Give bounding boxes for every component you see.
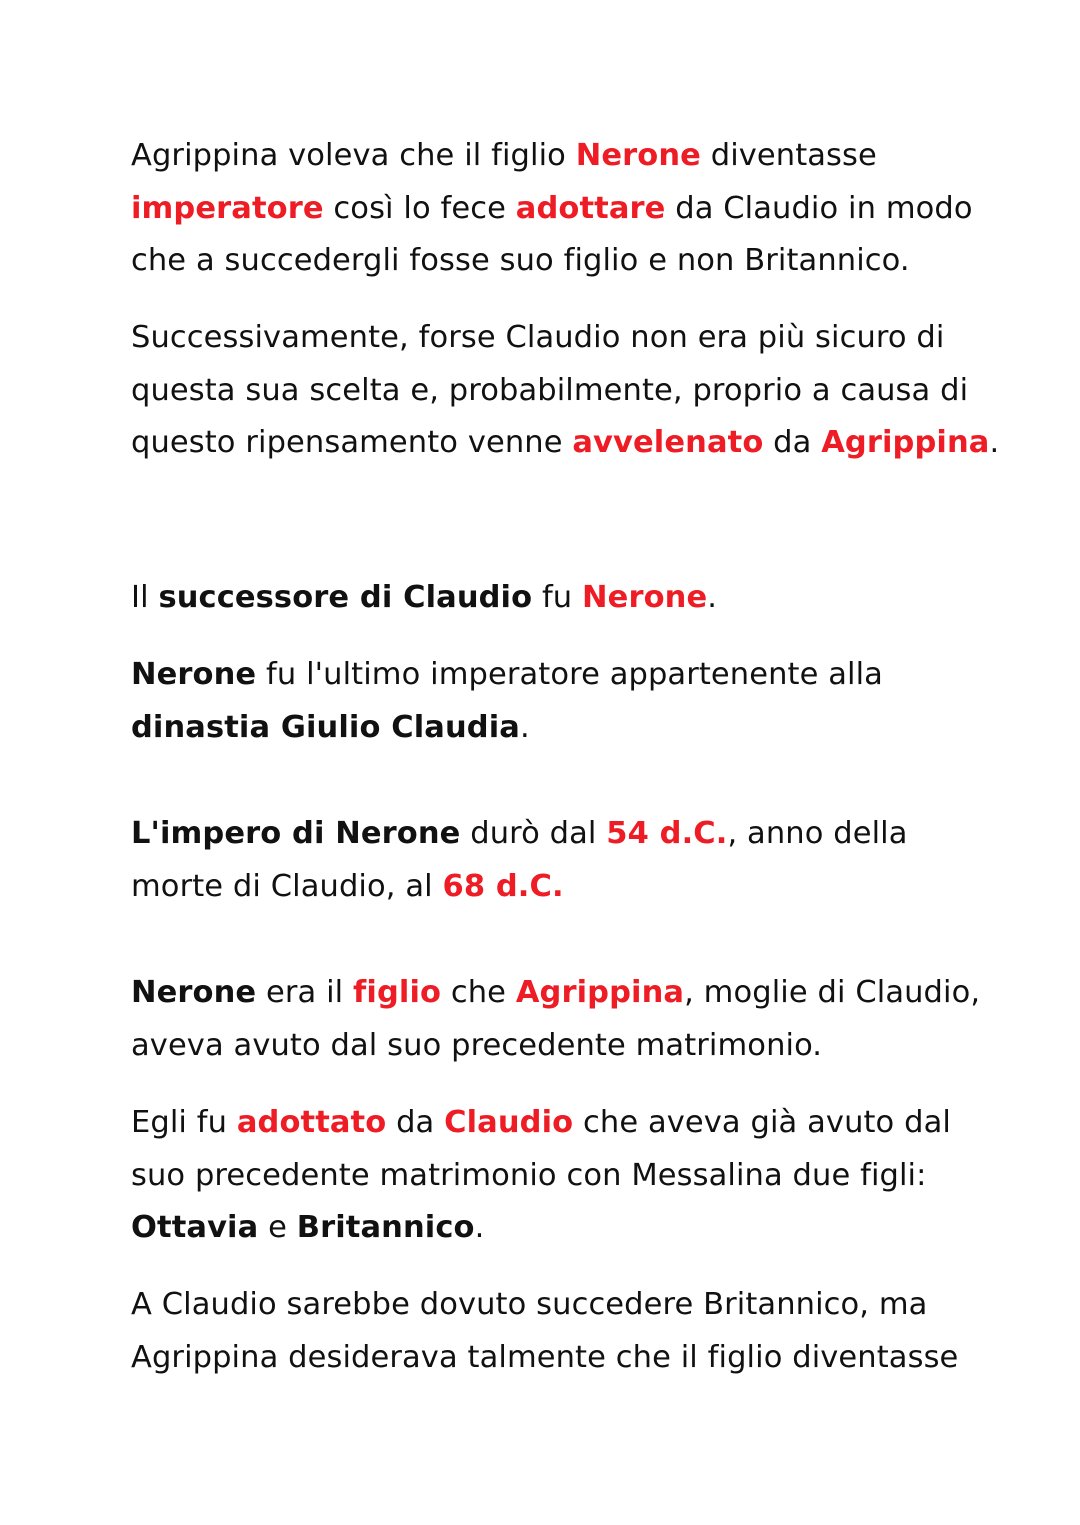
body-text: e	[258, 1210, 297, 1245]
highlight-text: 54 d.C.	[606, 816, 728, 851]
body-text: .	[707, 580, 718, 615]
paragraph-poisoning	[131, 312, 1011, 470]
bold-text: Nerone	[131, 975, 257, 1010]
body-text: morte di Claudio, al	[131, 868, 443, 904]
body-text: da	[763, 425, 822, 460]
bold-text: successore di Claudio	[158, 580, 533, 615]
body-text: questa sua scelta e, probabilmente, proprio a causa di	[131, 372, 969, 408]
highlight-text: Nerone	[575, 138, 701, 173]
bold-text: L'impero di Nerone	[131, 816, 461, 851]
bold-text: Ottavia	[131, 1210, 259, 1245]
body-text: .	[989, 425, 1000, 460]
body-text: A Claudio sarebbe dovuto succedere Britannico, ma	[131, 1287, 928, 1322]
body-text: che a succedergli fosse suo figlio e non Britannico.	[131, 243, 910, 278]
body-text: diventasse	[700, 138, 877, 173]
highlight-text: adottare	[515, 190, 666, 226]
bold-text: dinastia Giulio Claudia	[131, 709, 520, 745]
body-text: che	[441, 975, 516, 1010]
body-text: suo precedente matrimonio con Messalina due figli:	[131, 1157, 927, 1193]
body-text: che aveva già avuto dal	[573, 1105, 951, 1140]
body-text: questo ripensamento venne	[131, 425, 573, 460]
body-text: Successivamente, forse Claudio non era più sicuro di	[131, 320, 945, 355]
body-text: Agrippina voleva che il figlio	[131, 138, 576, 173]
body-text: Il	[131, 580, 159, 615]
body-text: .	[519, 709, 530, 745]
bold-text: Nerone	[131, 657, 257, 692]
body-text: da Claudio in modo	[665, 190, 973, 226]
body-text: durò dal	[460, 816, 607, 851]
body-text: Agrippina desiderava talmente che il figlio diventasse	[131, 1339, 959, 1375]
highlight-text: imperatore	[131, 190, 324, 226]
highlight-text: 68 d.C.	[442, 868, 564, 904]
highlight-text: Agrippina	[821, 425, 990, 460]
paragraph-dynasty	[131, 649, 1011, 754]
body-text: .	[474, 1210, 485, 1245]
highlight-text: Nerone	[582, 580, 708, 615]
body-text: fu l'ultimo imperatore appartenente alla	[256, 657, 883, 692]
body-text: , anno della	[727, 816, 908, 851]
body-text: da	[386, 1105, 445, 1140]
highlight-text: avvelenato	[572, 425, 764, 460]
paragraph-reign-dates	[131, 808, 1011, 913]
body-text: fu	[532, 580, 583, 615]
paragraph-nero-origin	[131, 967, 1011, 1072]
body-text: Egli fu	[131, 1105, 237, 1140]
body-text: , moglie di Claudio,	[684, 975, 981, 1010]
paragraph-successor	[131, 572, 1011, 625]
paragraph-claudius-children	[131, 1097, 1011, 1255]
body-text: così lo fece	[323, 190, 516, 226]
body-text: aveva avuto dal suo precedente matrimonio.	[131, 1027, 823, 1063]
paragraph-adoption	[131, 130, 1011, 288]
highlight-text: adottato	[236, 1105, 387, 1140]
body-text: era il	[256, 975, 354, 1010]
highlight-text: Claudio	[444, 1105, 574, 1140]
paragraph-succession	[131, 1279, 1011, 1384]
bold-text: Britannico	[296, 1210, 475, 1245]
highlight-text: figlio	[353, 975, 442, 1010]
highlight-text: Agrippina	[515, 975, 685, 1010]
